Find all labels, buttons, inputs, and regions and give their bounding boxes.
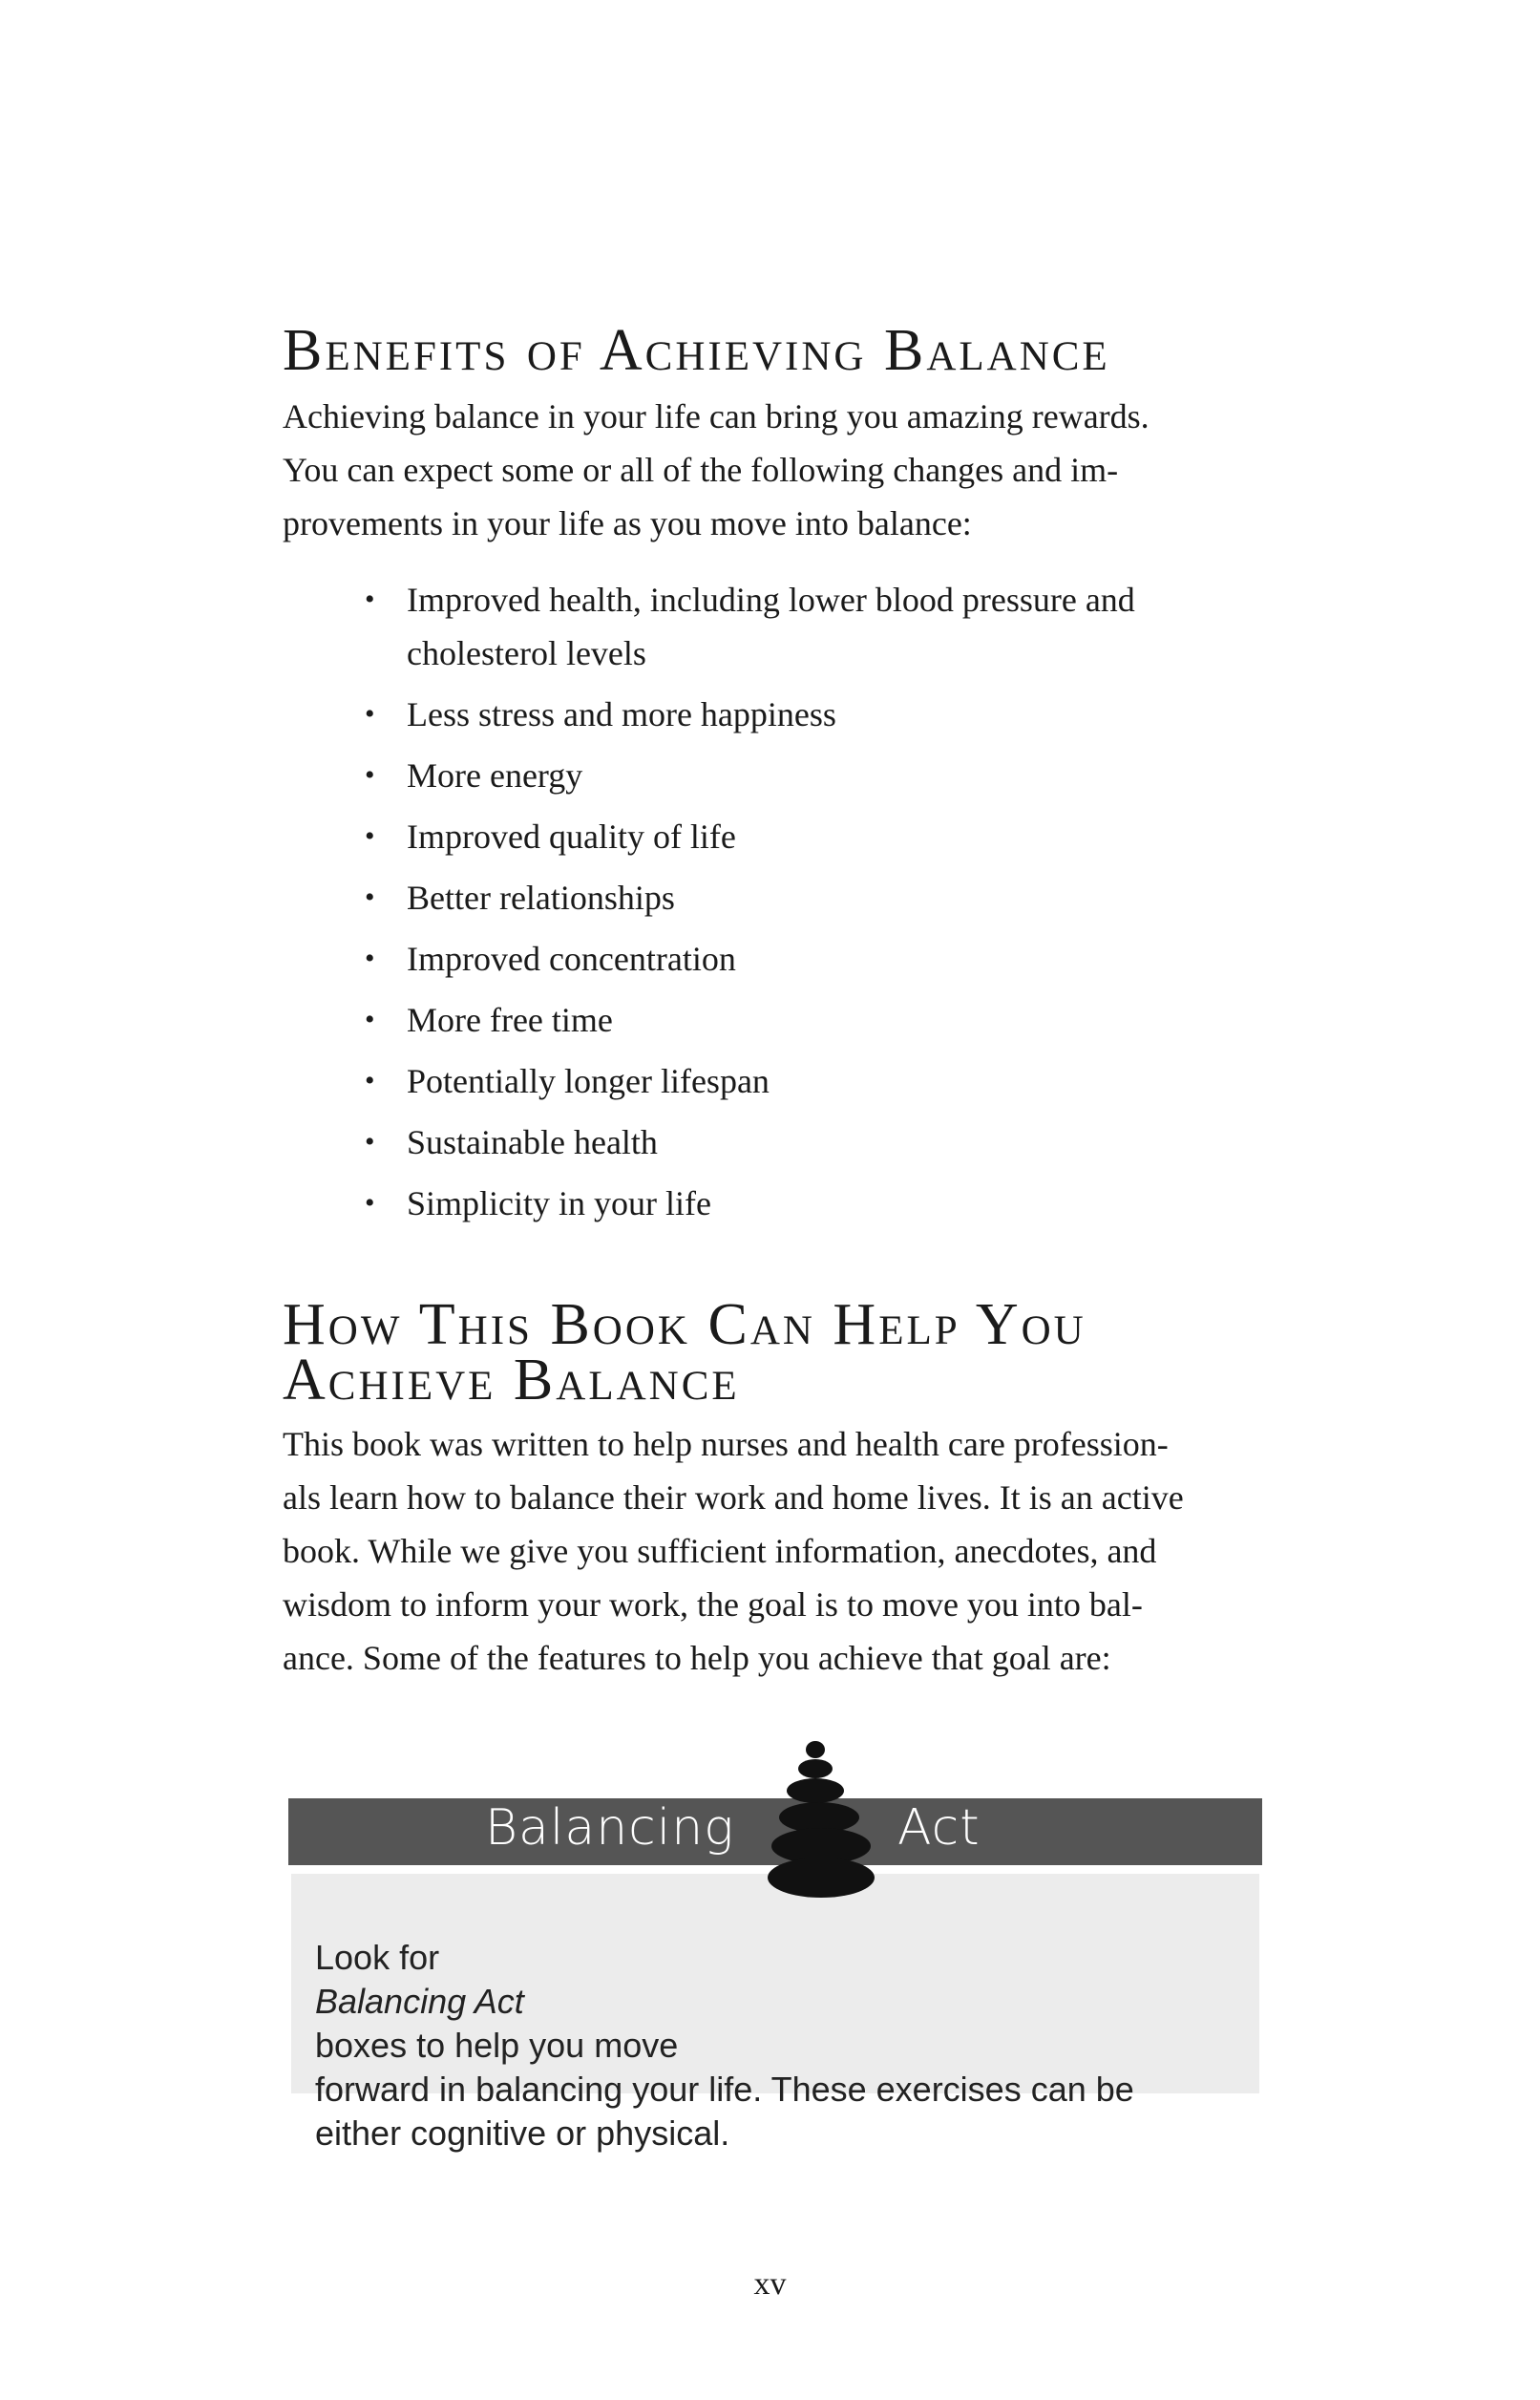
list-item <box>361 573 1277 680</box>
benefit-text: Improved health, including lower blood pressure and cholesterol levels <box>407 581 1135 672</box>
benefit-text: Sustainable health <box>407 1123 658 1161</box>
benefits-intro-paragraph <box>283 390 1290 550</box>
benefit-text: Improved concentration <box>407 940 736 978</box>
text-line <box>315 1936 1232 2068</box>
list-item <box>361 688 1277 741</box>
text-line: Achieving balance in your life can bring you amazing rewards. <box>283 397 1150 435</box>
section-heading-benefits: Benefits of Achieving Balance <box>283 318 1110 383</box>
text-line: ance. Some of the features to help you achieve that goal are: <box>283 1639 1111 1677</box>
bullet: • <box>365 584 375 615</box>
page-number: xv <box>753 2266 787 2302</box>
list-item <box>361 871 1277 924</box>
bullet: • <box>365 943 375 974</box>
text-line: wisdom to inform your work, the goal is to move you into bal- <box>283 1585 1143 1624</box>
benefit-text: Potentially longer lifespan <box>407 1062 770 1100</box>
text-line: provements in your life as you move into balance: <box>283 504 972 542</box>
text-run: Look for <box>315 1938 440 1977</box>
text-line: either cognitive or physical. <box>315 2113 730 2153</box>
bullet: • <box>365 820 375 852</box>
heading-line: Achieve Balance <box>283 1348 740 1412</box>
text-line: This book was written to help nurses and health care profession- <box>283 1425 1169 1463</box>
benefit-text: Less stress and more happiness <box>407 695 836 733</box>
benefit-text: More energy <box>407 756 583 795</box>
heading-line: How This Book Can Help You <box>283 1292 1086 1357</box>
bullet: • <box>365 1065 375 1096</box>
stacked-stones-icon <box>754 1738 897 1901</box>
bullet: • <box>365 881 375 913</box>
text-line: forward in balancing your life. These exercises can be <box>315 2070 1134 2109</box>
benefit-text: Improved quality of life <box>407 818 736 856</box>
list-item <box>361 749 1277 802</box>
text-run: boxes to help you move <box>315 2026 679 2065</box>
benefit-text: More free time <box>407 1001 613 1039</box>
balancing-act-title-right: Act <box>897 1799 981 1857</box>
emphasis-text: Balancing Act <box>315 1982 524 2021</box>
text-line: You can expect some or all of the following changes and im- <box>283 451 1119 489</box>
text-line: als learn how to balance their work and home lives. It is an active <box>283 1478 1184 1517</box>
benefit-text: Better relationships <box>407 879 675 917</box>
list-item <box>361 993 1277 1047</box>
bullet: • <box>365 1126 375 1158</box>
section-heading-how-this-book-helps <box>283 1292 1333 1412</box>
list-item <box>361 932 1277 986</box>
list-item <box>361 1177 1277 1230</box>
list-item <box>361 1054 1277 1108</box>
balancing-act-description <box>315 1936 1232 2156</box>
balancing-act-title-left: Balancing <box>485 1799 735 1857</box>
benefit-text: Simplicity in your life <box>407 1184 711 1222</box>
bullet: • <box>365 1187 375 1219</box>
bullet: • <box>365 698 375 730</box>
list-item <box>361 810 1277 863</box>
text-line: book. While we give you sufficient information, anecdotes, and <box>283 1532 1157 1570</box>
benefits-list <box>361 573 1277 1238</box>
how-this-book-helps-paragraph <box>283 1417 1290 1685</box>
bullet: • <box>365 759 375 791</box>
list-item <box>361 1115 1277 1169</box>
bullet: • <box>365 1004 375 1035</box>
